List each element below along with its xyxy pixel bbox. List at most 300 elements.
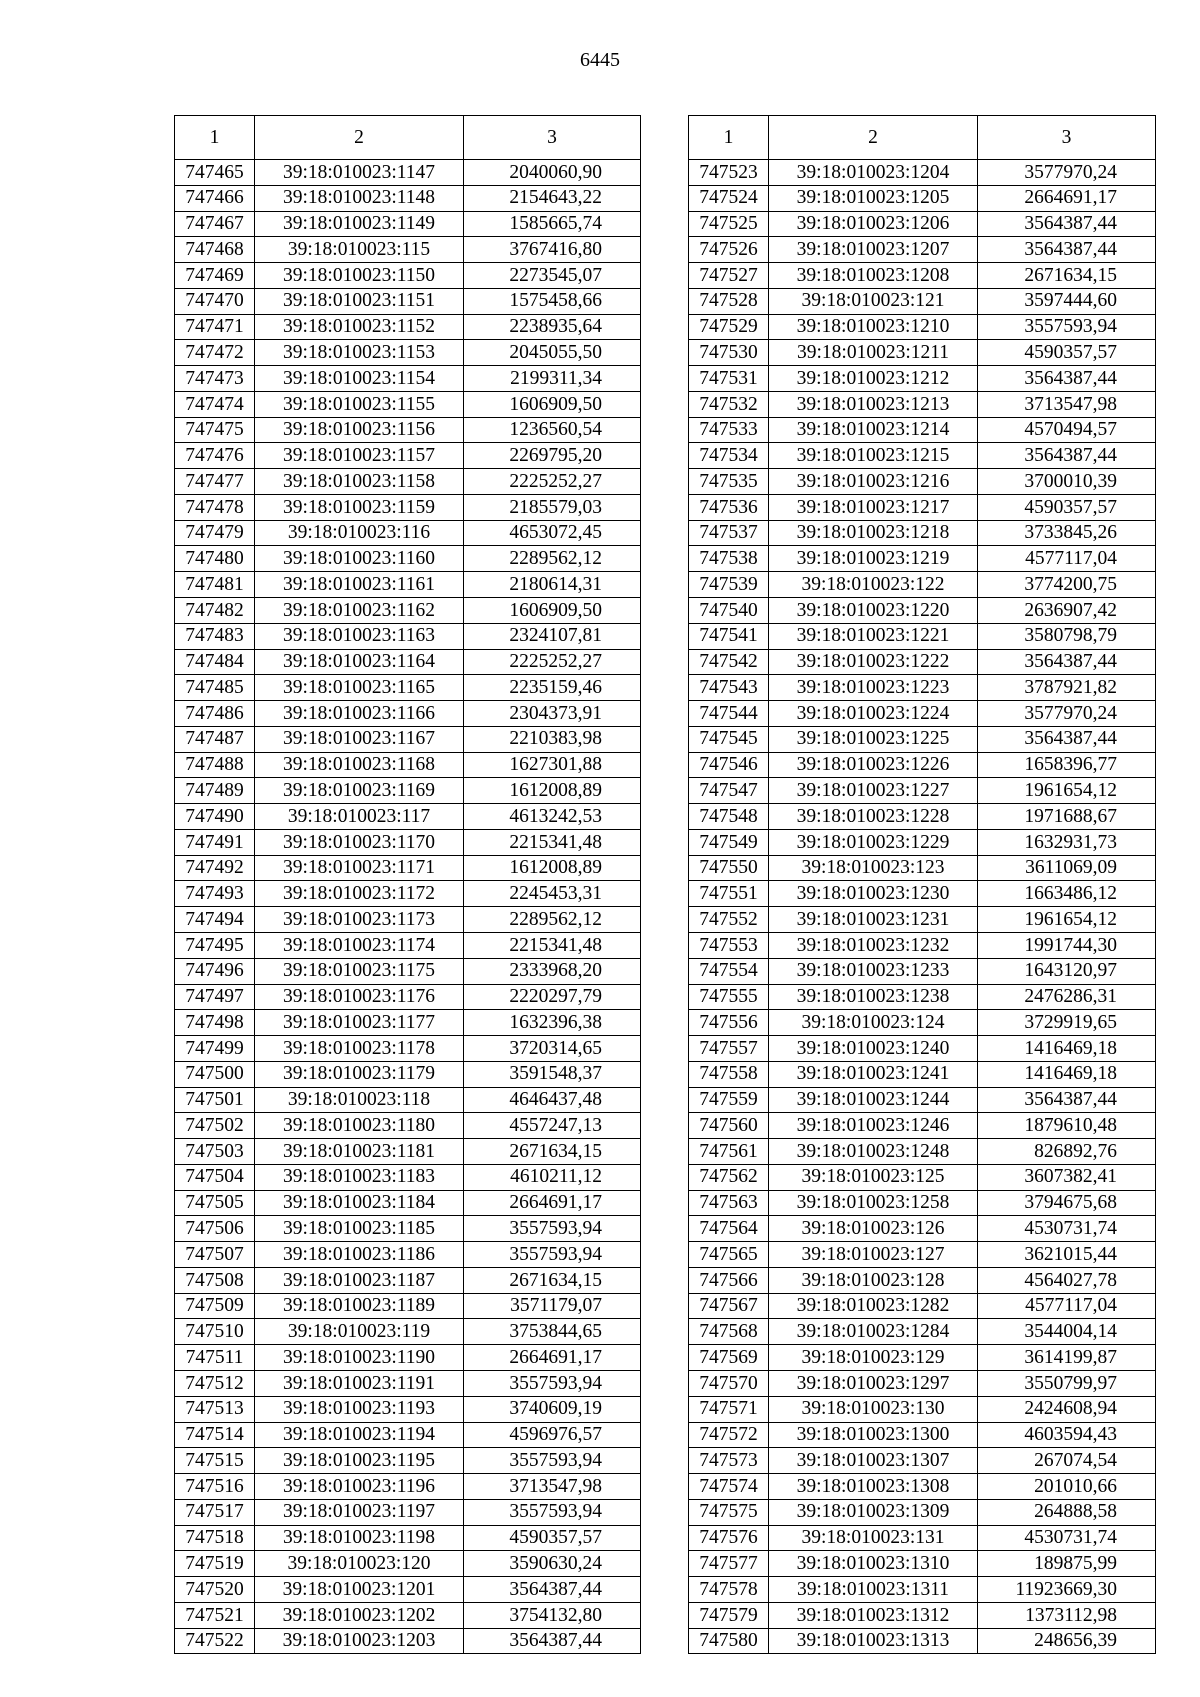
cell-registry-number: 747507	[175, 1242, 255, 1268]
table-row	[175, 752, 641, 778]
cell-value: 1606909,50	[464, 391, 641, 417]
cell-value: 3580798,79	[978, 623, 1156, 649]
cell-registry-number: 747523	[689, 160, 769, 186]
cell-cadastral-number: 39:18:010023:1212	[769, 366, 978, 392]
cell-value: 2324107,81	[464, 623, 641, 649]
cell-cadastral-number: 39:18:010023:1284	[769, 1319, 978, 1345]
cell-value: 3621015,44	[978, 1242, 1156, 1268]
table-row	[689, 1293, 1156, 1319]
column-header-2: 2	[255, 116, 464, 160]
table-row	[689, 1525, 1156, 1551]
table-row	[175, 1319, 641, 1345]
cell-cadastral-number: 39:18:010023:1231	[769, 907, 978, 933]
cell-value: 3564387,44	[978, 443, 1156, 469]
table-row	[689, 855, 1156, 881]
cell-cadastral-number: 39:18:010023:1148	[255, 185, 464, 211]
table-row	[175, 160, 641, 186]
cell-registry-number: 747491	[175, 829, 255, 855]
cell-cadastral-number: 39:18:010023:118	[255, 1087, 464, 1113]
table-row	[175, 726, 641, 752]
cell-value: 4590357,57	[978, 494, 1156, 520]
cell-value: 1632931,73	[978, 829, 1156, 855]
table-row	[689, 1010, 1156, 1036]
cell-cadastral-number: 39:18:010023:119	[255, 1319, 464, 1345]
cell-cadastral-number: 39:18:010023:1155	[255, 391, 464, 417]
cell-value: 1663486,12	[978, 881, 1156, 907]
cell-value: 4564027,78	[978, 1267, 1156, 1293]
cell-registry-number: 747577	[689, 1551, 769, 1577]
table-row	[689, 417, 1156, 443]
table-row	[175, 1448, 641, 1474]
cell-value: 1416469,18	[978, 1036, 1156, 1062]
table-row	[175, 1139, 641, 1165]
cell-value: 3557593,94	[464, 1370, 641, 1396]
cell-registry-number: 747574	[689, 1474, 769, 1500]
cell-registry-number: 747512	[175, 1370, 255, 1396]
cell-registry-number: 747545	[689, 726, 769, 752]
cell-registry-number: 747465	[175, 160, 255, 186]
cell-cadastral-number: 39:18:010023:1161	[255, 572, 464, 598]
cell-cadastral-number: 39:18:010023:1225	[769, 726, 978, 752]
cell-value: 3564387,44	[464, 1628, 641, 1654]
cell-value: 2199311,34	[464, 366, 641, 392]
cell-registry-number: 747542	[689, 649, 769, 675]
cell-cadastral-number: 39:18:010023:1217	[769, 494, 978, 520]
cell-value: 3713547,98	[978, 391, 1156, 417]
cell-registry-number: 747490	[175, 804, 255, 830]
cell-value: 3564387,44	[464, 1577, 641, 1603]
cell-value: 2636907,42	[978, 598, 1156, 624]
cell-value: 3564387,44	[978, 726, 1156, 752]
table-row	[689, 263, 1156, 289]
cell-registry-number: 747474	[175, 391, 255, 417]
cell-cadastral-number: 39:18:010023:1154	[255, 366, 464, 392]
cell-registry-number: 747549	[689, 829, 769, 855]
cell-value: 1612008,89	[464, 778, 641, 804]
cell-registry-number: 747526	[689, 237, 769, 263]
cell-value: 3787921,82	[978, 675, 1156, 701]
table-row	[689, 958, 1156, 984]
cell-cadastral-number: 39:18:010023:1159	[255, 494, 464, 520]
cell-registry-number: 747573	[689, 1448, 769, 1474]
cell-value: 3713547,98	[464, 1474, 641, 1500]
cell-registry-number: 747558	[689, 1061, 769, 1087]
cell-cadastral-number: 39:18:010023:1232	[769, 932, 978, 958]
cell-registry-number: 747527	[689, 263, 769, 289]
cell-cadastral-number: 39:18:010023:1214	[769, 417, 978, 443]
cell-registry-number: 747519	[175, 1551, 255, 1577]
table-row	[175, 546, 641, 572]
cell-registry-number: 747470	[175, 288, 255, 314]
table-row	[689, 1370, 1156, 1396]
cell-registry-number: 747506	[175, 1216, 255, 1242]
cell-registry-number: 747557	[689, 1036, 769, 1062]
cell-cadastral-number: 39:18:010023:1210	[769, 314, 978, 340]
cell-value: 4653072,45	[464, 520, 641, 546]
cell-registry-number: 747509	[175, 1293, 255, 1319]
cell-value: 826892,76	[978, 1139, 1156, 1165]
cell-cadastral-number: 39:18:010023:1167	[255, 726, 464, 752]
cell-registry-number: 747481	[175, 572, 255, 598]
table-row	[175, 494, 641, 520]
cell-value: 4557247,13	[464, 1113, 641, 1139]
table-row	[689, 1602, 1156, 1628]
cell-registry-number: 747525	[689, 211, 769, 237]
cell-cadastral-number: 39:18:010023:1219	[769, 546, 978, 572]
cell-cadastral-number: 39:18:010023:1206	[769, 211, 978, 237]
table-row	[175, 263, 641, 289]
cell-registry-number: 747547	[689, 778, 769, 804]
table-row	[175, 1370, 641, 1396]
cell-registry-number: 747478	[175, 494, 255, 520]
table-row	[175, 185, 641, 211]
cell-cadastral-number: 39:18:010023:1165	[255, 675, 464, 701]
table-row	[175, 211, 641, 237]
cell-registry-number: 747489	[175, 778, 255, 804]
table-row	[175, 829, 641, 855]
table-row	[175, 1551, 641, 1577]
cell-cadastral-number: 39:18:010023:127	[769, 1242, 978, 1268]
cell-registry-number: 747563	[689, 1190, 769, 1216]
table-row	[689, 1345, 1156, 1371]
table-row	[175, 366, 641, 392]
table-row	[175, 804, 641, 830]
cell-cadastral-number: 39:18:010023:120	[255, 1551, 464, 1577]
cell-value: 1658396,77	[978, 752, 1156, 778]
cell-value: 4590357,57	[978, 340, 1156, 366]
registry-table-right	[688, 115, 1156, 1654]
cell-value: 3591548,37	[464, 1061, 641, 1087]
cell-cadastral-number: 39:18:010023:1228	[769, 804, 978, 830]
cell-value: 2664691,17	[464, 1190, 641, 1216]
table-row	[689, 752, 1156, 778]
table-header-row	[175, 116, 641, 160]
cell-registry-number: 747466	[175, 185, 255, 211]
cell-value: 2269795,20	[464, 443, 641, 469]
cell-registry-number: 747534	[689, 443, 769, 469]
table-row	[689, 1216, 1156, 1242]
cell-registry-number: 747486	[175, 701, 255, 727]
table-row	[689, 1628, 1156, 1654]
cell-value: 3557593,94	[464, 1499, 641, 1525]
column-header-1: 1	[175, 116, 255, 160]
cell-cadastral-number: 39:18:010023:122	[769, 572, 978, 598]
cell-cadastral-number: 39:18:010023:1152	[255, 314, 464, 340]
cell-cadastral-number: 39:18:010023:1227	[769, 778, 978, 804]
cell-registry-number: 747520	[175, 1577, 255, 1603]
cell-cadastral-number: 39:18:010023:1205	[769, 185, 978, 211]
cell-registry-number: 747567	[689, 1293, 769, 1319]
cell-registry-number: 747569	[689, 1345, 769, 1371]
cell-cadastral-number: 39:18:010023:1162	[255, 598, 464, 624]
cell-registry-number: 747499	[175, 1036, 255, 1062]
table-row	[689, 984, 1156, 1010]
cell-cadastral-number: 39:18:010023:1181	[255, 1139, 464, 1165]
table-row	[175, 932, 641, 958]
cell-registry-number: 747510	[175, 1319, 255, 1345]
table-row	[175, 881, 641, 907]
table-row	[689, 1551, 1156, 1577]
table-row	[175, 1602, 641, 1628]
cell-value: 2045055,50	[464, 340, 641, 366]
table-row	[175, 1164, 641, 1190]
cell-value: 2225252,27	[464, 469, 641, 495]
table-row	[175, 391, 641, 417]
cell-cadastral-number: 39:18:010023:1164	[255, 649, 464, 675]
cell-registry-number: 747578	[689, 1577, 769, 1603]
cell-value: 2210383,98	[464, 726, 641, 752]
cell-value: 3733845,26	[978, 520, 1156, 546]
cell-registry-number: 747537	[689, 520, 769, 546]
table-row	[175, 958, 641, 984]
cell-value: 2154643,22	[464, 185, 641, 211]
table-row	[175, 1010, 641, 1036]
cell-cadastral-number: 39:18:010023:1313	[769, 1628, 978, 1654]
cell-registry-number: 747494	[175, 907, 255, 933]
cell-value: 3564387,44	[978, 366, 1156, 392]
cell-cadastral-number: 39:18:010023:1183	[255, 1164, 464, 1190]
cell-cadastral-number: 39:18:010023:1297	[769, 1370, 978, 1396]
cell-registry-number: 747539	[689, 572, 769, 598]
cell-cadastral-number: 39:18:010023:1230	[769, 881, 978, 907]
cell-value: 1991744,30	[978, 932, 1156, 958]
cell-cadastral-number: 39:18:010023:1179	[255, 1061, 464, 1087]
table-row	[689, 1190, 1156, 1216]
cell-registry-number: 747488	[175, 752, 255, 778]
cell-cadastral-number: 39:18:010023:1224	[769, 701, 978, 727]
cell-registry-number: 747536	[689, 494, 769, 520]
cell-value: 3729919,65	[978, 1010, 1156, 1036]
cell-cadastral-number: 39:18:010023:1169	[255, 778, 464, 804]
table-row	[175, 1061, 641, 1087]
cell-value: 3557593,94	[978, 314, 1156, 340]
cell-registry-number: 747565	[689, 1242, 769, 1268]
table-row	[689, 726, 1156, 752]
table-row	[689, 237, 1156, 263]
cell-value: 2664691,17	[464, 1345, 641, 1371]
cell-registry-number: 747500	[175, 1061, 255, 1087]
table-row	[689, 623, 1156, 649]
page-number: 6445	[580, 49, 620, 71]
cell-cadastral-number: 39:18:010023:1308	[769, 1474, 978, 1500]
cell-value: 264888,58	[978, 1499, 1156, 1525]
cell-value: 2040060,90	[464, 160, 641, 186]
cell-value: 3550799,97	[978, 1370, 1156, 1396]
cell-registry-number: 747477	[175, 469, 255, 495]
cell-cadastral-number: 39:18:010023:1282	[769, 1293, 978, 1319]
cell-cadastral-number: 39:18:010023:1220	[769, 598, 978, 624]
cell-registry-number: 747571	[689, 1396, 769, 1422]
table-row	[175, 598, 641, 624]
table-row	[689, 804, 1156, 830]
table-row	[175, 1036, 641, 1062]
table-row	[689, 1319, 1156, 1345]
table-row	[175, 340, 641, 366]
cell-registry-number: 747530	[689, 340, 769, 366]
cell-value: 4596976,57	[464, 1422, 641, 1448]
cell-cadastral-number: 39:18:010023:1309	[769, 1499, 978, 1525]
cell-registry-number: 747540	[689, 598, 769, 624]
table-row	[689, 288, 1156, 314]
cell-value: 2235159,46	[464, 675, 641, 701]
cell-registry-number: 747472	[175, 340, 255, 366]
table-row	[175, 1113, 641, 1139]
cell-value: 1971688,67	[978, 804, 1156, 830]
table-row	[689, 907, 1156, 933]
cell-registry-number: 747511	[175, 1345, 255, 1371]
table-row	[689, 211, 1156, 237]
cell-value: 3564387,44	[978, 649, 1156, 675]
cell-cadastral-number: 39:18:010023:1157	[255, 443, 464, 469]
cell-cadastral-number: 39:18:010023:1171	[255, 855, 464, 881]
cell-cadastral-number: 39:18:010023:115	[255, 237, 464, 263]
cell-value: 2215341,48	[464, 932, 641, 958]
table-row	[689, 778, 1156, 804]
cell-registry-number: 747529	[689, 314, 769, 340]
table-header-row	[689, 116, 1156, 160]
cell-registry-number: 747517	[175, 1499, 255, 1525]
cell-cadastral-number: 39:18:010023:125	[769, 1164, 978, 1190]
cell-registry-number: 747476	[175, 443, 255, 469]
table-row	[689, 1113, 1156, 1139]
cell-cadastral-number: 39:18:010023:1240	[769, 1036, 978, 1062]
cell-cadastral-number: 39:18:010023:1158	[255, 469, 464, 495]
cell-value: 3754132,80	[464, 1602, 641, 1628]
cell-value: 2424608,94	[978, 1396, 1156, 1422]
cell-cadastral-number: 39:18:010023:1195	[255, 1448, 464, 1474]
table-row	[175, 1577, 641, 1603]
cell-registry-number: 747521	[175, 1602, 255, 1628]
cell-cadastral-number: 39:18:010023:1215	[769, 443, 978, 469]
table-row	[689, 1396, 1156, 1422]
column-header-3: 3	[464, 116, 641, 160]
cell-cadastral-number: 39:18:010023:1248	[769, 1139, 978, 1165]
cell-value: 3544004,14	[978, 1319, 1156, 1345]
cell-value: 1236560,54	[464, 417, 641, 443]
cell-value: 3614199,87	[978, 1345, 1156, 1371]
cell-cadastral-number: 39:18:010023:1186	[255, 1242, 464, 1268]
cell-cadastral-number: 39:18:010023:1175	[255, 958, 464, 984]
cell-registry-number: 747559	[689, 1087, 769, 1113]
cell-cadastral-number: 39:18:010023:1244	[769, 1087, 978, 1113]
cell-registry-number: 747480	[175, 546, 255, 572]
table-row	[175, 649, 641, 675]
cell-cadastral-number: 39:18:010023:1172	[255, 881, 464, 907]
table-row	[175, 675, 641, 701]
cell-registry-number: 747508	[175, 1267, 255, 1293]
cell-registry-number: 747492	[175, 855, 255, 881]
table-row	[689, 881, 1156, 907]
cell-cadastral-number: 39:18:010023:1213	[769, 391, 978, 417]
cell-registry-number: 747482	[175, 598, 255, 624]
cell-registry-number: 747522	[175, 1628, 255, 1654]
table-row	[689, 1036, 1156, 1062]
cell-cadastral-number: 39:18:010023:123	[769, 855, 978, 881]
cell-cadastral-number: 39:18:010023:1194	[255, 1422, 464, 1448]
cell-value: 4646437,48	[464, 1087, 641, 1113]
cell-registry-number: 747554	[689, 958, 769, 984]
cell-registry-number: 747501	[175, 1087, 255, 1113]
cell-registry-number: 747556	[689, 1010, 769, 1036]
cell-cadastral-number: 39:18:010023:130	[769, 1396, 978, 1422]
cell-value: 2180614,31	[464, 572, 641, 598]
cell-value: 1373112,98	[978, 1602, 1156, 1628]
cell-value: 3767416,80	[464, 237, 641, 263]
table-row	[689, 391, 1156, 417]
table-row	[689, 340, 1156, 366]
cell-registry-number: 747498	[175, 1010, 255, 1036]
cell-registry-number: 747495	[175, 932, 255, 958]
table-row	[175, 572, 641, 598]
cell-cadastral-number: 39:18:010023:1218	[769, 520, 978, 546]
cell-value: 4603594,43	[978, 1422, 1156, 1448]
cell-registry-number: 747469	[175, 263, 255, 289]
cell-value: 2671634,15	[464, 1267, 641, 1293]
cell-value: 4577117,04	[978, 1293, 1156, 1319]
table-row	[689, 314, 1156, 340]
cell-value: 2289562,12	[464, 907, 641, 933]
cell-registry-number: 747514	[175, 1422, 255, 1448]
table-row	[175, 1396, 641, 1422]
table-row	[175, 1267, 641, 1293]
cell-cadastral-number: 39:18:010023:1160	[255, 546, 464, 572]
table-row	[689, 701, 1156, 727]
cell-cadastral-number: 39:18:010023:1184	[255, 1190, 464, 1216]
table-row	[175, 417, 641, 443]
cell-cadastral-number: 39:18:010023:1203	[255, 1628, 464, 1654]
cell-value: 189875,99	[978, 1551, 1156, 1577]
table-row	[689, 469, 1156, 495]
cell-value: 3740609,19	[464, 1396, 641, 1422]
cell-registry-number: 747544	[689, 701, 769, 727]
table-row	[175, 469, 641, 495]
cell-cadastral-number: 39:18:010023:1170	[255, 829, 464, 855]
cell-value: 2476286,31	[978, 984, 1156, 1010]
cell-registry-number: 747572	[689, 1422, 769, 1448]
table-row	[175, 1422, 641, 1448]
cell-cadastral-number: 39:18:010023:1153	[255, 340, 464, 366]
cell-cadastral-number: 39:18:010023:1311	[769, 1577, 978, 1603]
cell-value: 1961654,12	[978, 907, 1156, 933]
cell-cadastral-number: 39:18:010023:1190	[255, 1345, 464, 1371]
cell-registry-number: 747562	[689, 1164, 769, 1190]
cell-registry-number: 747566	[689, 1267, 769, 1293]
cell-value: 3597444,60	[978, 288, 1156, 314]
table-row	[689, 1267, 1156, 1293]
cell-value: 1879610,48	[978, 1113, 1156, 1139]
table-row	[175, 237, 641, 263]
cell-registry-number: 747468	[175, 237, 255, 263]
cell-registry-number: 747548	[689, 804, 769, 830]
cell-cadastral-number: 39:18:010023:1312	[769, 1602, 978, 1628]
column-header-3: 3	[978, 116, 1156, 160]
table-row	[689, 1164, 1156, 1190]
cell-registry-number: 747552	[689, 907, 769, 933]
cell-cadastral-number: 39:18:010023:1193	[255, 1396, 464, 1422]
table-row	[689, 1577, 1156, 1603]
cell-registry-number: 747513	[175, 1396, 255, 1422]
table-row	[175, 701, 641, 727]
cell-value: 2225252,27	[464, 649, 641, 675]
cell-cadastral-number: 39:18:010023:131	[769, 1525, 978, 1551]
cell-value: 1632396,38	[464, 1010, 641, 1036]
cell-registry-number: 747555	[689, 984, 769, 1010]
cell-registry-number: 747538	[689, 546, 769, 572]
table-row	[175, 984, 641, 1010]
cell-registry-number: 747524	[689, 185, 769, 211]
cell-cadastral-number: 39:18:010023:1197	[255, 1499, 464, 1525]
cell-value: 4530731,74	[978, 1216, 1156, 1242]
